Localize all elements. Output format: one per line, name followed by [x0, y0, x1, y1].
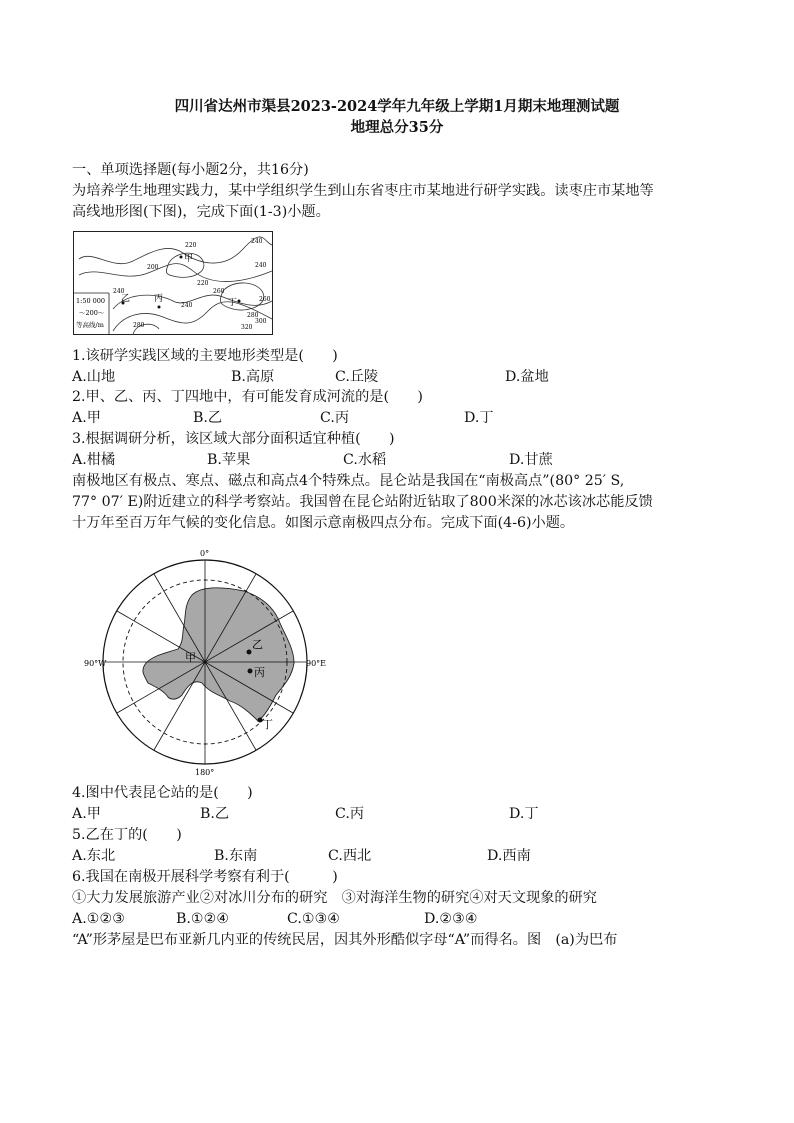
section-heading: 一、单项选择题(每小题2分，共16分) [72, 162, 309, 178]
lon-label-180: 180° [195, 768, 215, 777]
q1-option-a[interactable]: A.山地 [72, 369, 116, 385]
q3-stem: 3.根据调研分析，该区域大部分面积适宜种植( ) [72, 431, 395, 447]
point-label-yi: 乙 [252, 638, 263, 651]
q4-option-a[interactable]: A.甲 [72, 806, 101, 822]
q1-stem: 1.该研学实践区域的主要地形类型是( ) [72, 348, 338, 364]
point-label-ding: 丁 [228, 298, 238, 308]
passage2-line-1: 南极地区有极点、寒点、磁点和高点4个特殊点。昆仑站是我国在“南极高点”(80° 25′ S, [72, 473, 625, 489]
contour-label: 260 [259, 296, 271, 303]
point-label-jia: 甲 [184, 254, 194, 264]
contour-label: 300 [255, 318, 267, 325]
contour-label: 260 [213, 288, 225, 295]
q4-option-d[interactable]: D.丁 [509, 806, 539, 822]
legend-text: 等高线/m [76, 321, 104, 329]
q5-option-b[interactable]: B.东南 [214, 848, 258, 864]
contour-label: 240 [113, 288, 125, 295]
lon-label-90w: 90°W [84, 659, 107, 668]
contour-label: 240 [251, 238, 263, 245]
page-subtitle: 地理总分35分 [350, 119, 444, 136]
q6-option-a[interactable]: A.①②③ [72, 911, 125, 927]
contour-label: 240 [181, 302, 193, 309]
q3-option-b[interactable]: B.苹果 [207, 452, 251, 468]
q3-option-c[interactable]: C.水稻 [343, 452, 387, 468]
legend-line: ～200～ [79, 309, 105, 317]
lon-label-0: 0° [200, 549, 210, 558]
q5-stem: 5.乙在丁的( ) [72, 827, 182, 843]
q3-option-d[interactable]: D.甘蔗 [509, 452, 553, 468]
contour-label: 220 [185, 242, 197, 249]
q2-option-c[interactable]: C.丙 [320, 410, 350, 426]
point-label-bing: 丙 [254, 666, 265, 679]
map-scale: 1:50 000 [76, 297, 106, 305]
passage3-line-1: “A”形茅屋是巴布亚新几内亚的传统民居，因其外形酷似字母“A”而得名。图 (a)为巴布 [72, 932, 618, 948]
passage2-line-3: 十万年至百万年气候的变化信息。如图示意南极四点分布。完成下面(4-6)小题。 [72, 515, 575, 531]
q2-option-a[interactable]: A.甲 [72, 410, 101, 426]
antarctica-polar-map [84, 545, 344, 780]
contour-label: 320 [241, 324, 253, 331]
intro-line-2: 高线地形图(下图)，完成下面(1-3)小题。 [72, 204, 330, 220]
q4-stem: 4.图中代表昆仑站的是( ) [72, 785, 253, 801]
point-label-ding: 丁 [262, 718, 273, 731]
q1-option-d[interactable]: D.盆地 [505, 369, 549, 385]
q6-option-c[interactable]: C.①③④ [287, 911, 341, 927]
point-label-yi: 乙 [121, 294, 131, 304]
q5-option-d[interactable]: D.西南 [487, 848, 531, 864]
contour-label: 220 [197, 280, 209, 287]
intro-line-1: 为培养学生地理实践力，某中学组织学生到山东省枣庄市某地进行研学实践。读枣庄市某地等 [72, 183, 654, 199]
q5-option-c[interactable]: C.西北 [328, 848, 372, 864]
q3-option-a[interactable]: A.柑橘 [72, 452, 116, 468]
q2-option-b[interactable]: B.乙 [193, 410, 223, 426]
contour-map [73, 231, 273, 335]
contour-label: 280 [133, 322, 145, 329]
q6-option-d[interactable]: D.②③④ [424, 911, 478, 927]
q4-option-c[interactable]: C.丙 [335, 806, 365, 822]
q2-option-d[interactable]: D.丁 [464, 410, 494, 426]
q4-option-b[interactable]: B.乙 [200, 806, 230, 822]
q1-option-c[interactable]: C.丘陵 [335, 369, 379, 385]
contour-label: 200 [147, 264, 159, 271]
q6-option-b[interactable]: B.①②④ [176, 911, 230, 927]
point-label-jia: 甲 [185, 651, 196, 664]
lon-label-90e: 90°E [306, 659, 327, 668]
q5-option-a[interactable]: A.东北 [72, 848, 116, 864]
q6-stem: 6.我国在南极开展科学考察有利于( ) [72, 869, 338, 885]
q1-option-b[interactable]: B.高原 [231, 369, 275, 385]
page-title: 四川省达州市渠县2023-2024学年九年级上学期1月期末地理测试题 [174, 98, 620, 115]
q2-stem: 2.甲、乙、丙、丁四地中，有可能发育成河流的是( ) [72, 389, 423, 405]
point-label-bing: 丙 [154, 294, 164, 304]
contour-label: 280 [247, 312, 259, 319]
contour-label: 240 [255, 262, 267, 269]
passage2-line-2: 77° 07′ E)附近建立的科学考察站。我国曾在昆仑站附近钻取了800米深的冰芯该冰芯能反馈 [72, 494, 653, 510]
q6-choices: ①大力发展旅游产业②对冰川分布的研究 ③对海洋生物的研究④对天文现象的研究 [72, 890, 597, 906]
